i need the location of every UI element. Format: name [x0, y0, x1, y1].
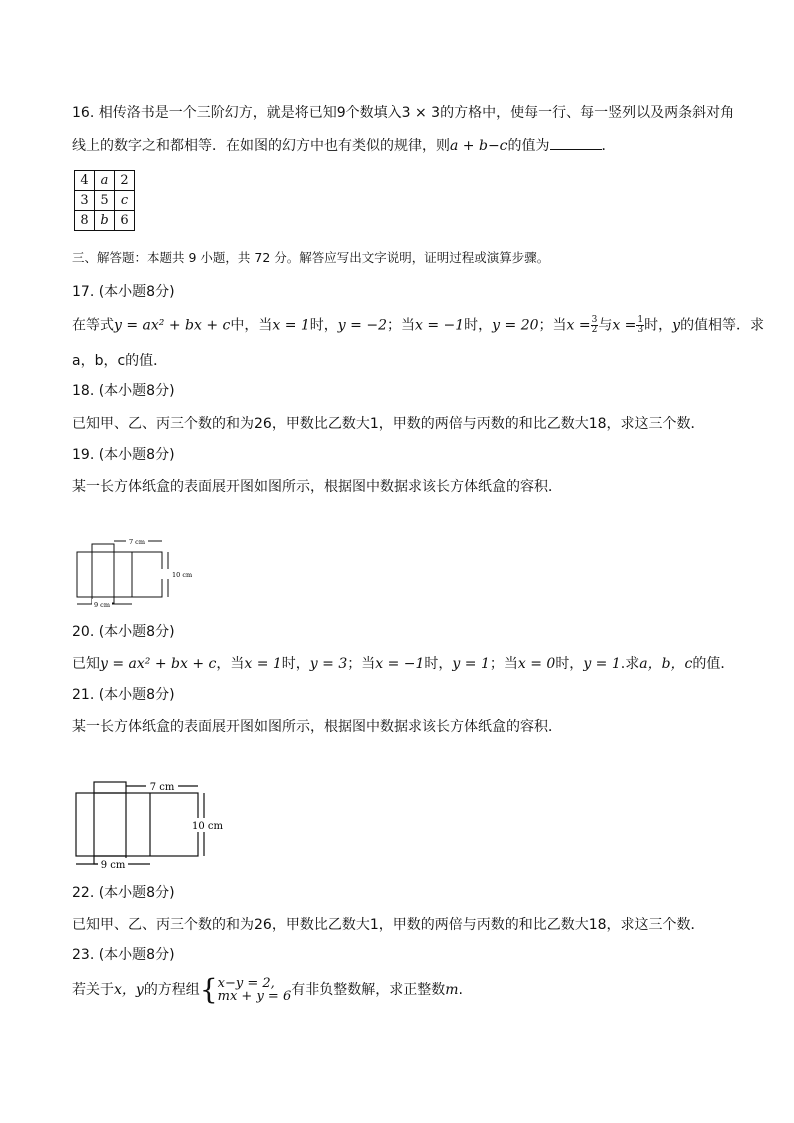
text: 时，: [424, 656, 453, 672]
text: 的值．: [692, 656, 735, 672]
text: ，当: [216, 656, 245, 672]
condition: x =: [566, 317, 591, 334]
q16-line1: [72, 104, 734, 122]
text: ；当: [489, 656, 518, 672]
label-10cm-large: 10 cm: [192, 821, 223, 832]
text: 中，当: [230, 317, 273, 334]
q19-heading: 19. (本小题8分): [72, 447, 175, 463]
equation-1: x−y = 2,: [217, 976, 275, 991]
label-7cm-large: 7 cm: [149, 782, 175, 793]
q16-line2: [72, 135, 616, 155]
grid-cell: 2: [115, 171, 135, 191]
q23-heading: 23. (本小题8分): [72, 947, 175, 963]
q16-expression: a + b−c: [450, 138, 508, 154]
q17-line2: a，b，c的值．: [72, 353, 168, 369]
equation: y = ax² + bx + c: [114, 317, 231, 334]
denominator: 2: [591, 325, 598, 335]
magic-square-grid: [74, 170, 135, 231]
text: 在等式: [72, 317, 114, 334]
variables: x，y: [114, 982, 144, 998]
grid-cell: a: [95, 171, 115, 191]
q22-text: 已知甲、乙、丙三个数的和为26，甲数比乙数大1，甲数的两倍与丙数的和比乙数大18，求这三个数．: [72, 917, 705, 933]
text: ；当: [347, 656, 376, 672]
box-net-figure-small: [68, 536, 198, 612]
net-outline: [77, 552, 162, 597]
text: 时，: [644, 317, 673, 334]
grid-cell: b: [95, 211, 115, 231]
text: .: [458, 982, 463, 998]
condition: y = 1: [583, 656, 621, 672]
text: 的值相等．求: [680, 317, 765, 334]
label-10cm-small: 10 cm: [172, 571, 193, 579]
text: 与: [598, 317, 613, 334]
q20-line: [72, 655, 734, 673]
text: ；当: [386, 317, 415, 334]
q23-line: [72, 973, 463, 1006]
q16-text-2b: 的值为: [507, 138, 550, 154]
q17-heading: 17. (本小题8分): [72, 284, 175, 300]
text: 时，: [309, 317, 338, 334]
q17-line1: [72, 316, 764, 335]
label-9cm-small: 9 cm: [93, 601, 111, 609]
text: .求: [620, 656, 640, 672]
text: 已知: [72, 656, 100, 672]
q20-heading: 20. (本小题8分): [72, 624, 175, 640]
grid-cell: 5: [95, 191, 115, 211]
condition: x =: [612, 317, 637, 334]
condition: x = 1: [244, 656, 282, 672]
net-top-flap: [94, 782, 126, 793]
grid-cell: 4: [75, 171, 95, 191]
grid-cell: 6: [115, 211, 135, 231]
condition: x = 1: [272, 317, 310, 334]
text: 时，: [281, 656, 310, 672]
variables: a，b，c: [639, 656, 693, 672]
equation: y = ax² + bx + c: [100, 656, 217, 672]
grid-cell: 8: [75, 211, 95, 231]
q18-heading: 18. (本小题8分): [72, 383, 175, 399]
text: 时，: [555, 656, 584, 672]
q21-text: 某一长方体纸盒的表面展开图如图所示，根据图中数据求该长方体纸盒的容积．: [72, 719, 562, 735]
net-top-flap: [92, 544, 114, 552]
box-net-figure-large: [66, 778, 236, 878]
condition: x = −1: [414, 317, 465, 334]
q16-text-1: 16. 相传洛书是一个三阶幻方，就是将已知9个数填入3 × 3的方格中，使每一行、每一竖列以及两条斜对角: [72, 105, 735, 121]
section-heading: 三、解答题：本题共 9 小题，共 72 分。解答应写出文字说明，证明过程或演算步骤。: [72, 250, 550, 265]
equation-system: [218, 977, 292, 1003]
variable: y: [672, 317, 681, 334]
q22-heading: 22. (本小题8分): [72, 885, 175, 901]
grid-cell: 3: [75, 191, 95, 211]
q16-text-end: ．: [601, 138, 616, 154]
condition: y = 3: [309, 656, 348, 672]
brace-symbol: {: [199, 973, 218, 1006]
q21-heading: 21. (本小题8分): [72, 687, 175, 703]
denominator: 3: [637, 325, 644, 335]
equation-2: mx + y = 6: [217, 989, 292, 1004]
label-7cm-small: 7 cm: [128, 538, 146, 546]
numerator: 3: [591, 315, 598, 325]
grid-cell: c: [115, 191, 135, 211]
text: ；当: [538, 317, 567, 334]
answer-blank: [550, 135, 602, 150]
numerator: 1: [637, 315, 644, 325]
q19-text: 某一长方体纸盒的表面展开图如图所示，根据图中数据求该长方体纸盒的容积．: [72, 479, 562, 495]
condition: x = 0: [517, 656, 556, 672]
label-9cm-large: 9 cm: [100, 860, 126, 871]
condition: x = −1: [375, 656, 425, 672]
condition: y = 20: [492, 317, 539, 334]
text: 有非负整数解，求正整数: [291, 982, 446, 998]
text: 若关于: [72, 982, 114, 998]
text: 时，: [464, 317, 493, 334]
condition: y = −2: [337, 317, 387, 334]
q16-text-2a: 线上的数字之和都相等．在如图的幻方中也有类似的规律，则: [72, 138, 450, 154]
variable: m: [445, 982, 459, 998]
condition: y = 1: [452, 656, 490, 672]
fraction: [636, 316, 644, 335]
text: 的方程组: [143, 982, 200, 998]
q18-text: 已知甲、乙、丙三个数的和为26，甲数比乙数大1，甲数的两倍与丙数的和比乙数大18，求这三个数．: [72, 416, 705, 432]
